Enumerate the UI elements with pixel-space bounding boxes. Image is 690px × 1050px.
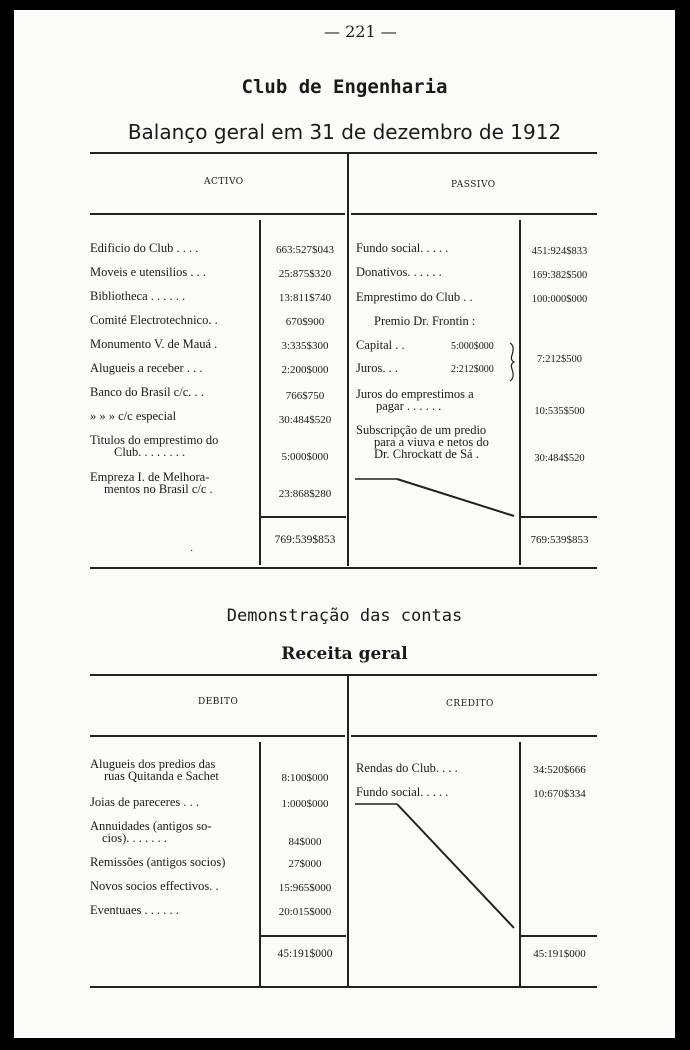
debito-value: 84$000 xyxy=(288,836,322,848)
passivo-label: Subscripção de um predio xyxy=(356,423,487,437)
debito-label-cont: cios). . . . . . . xyxy=(102,831,167,845)
activo-value: 25:875$320 xyxy=(278,268,332,280)
page-number: — 221 — xyxy=(324,22,397,41)
debito-value: 27$000 xyxy=(288,858,322,870)
passivo-value: 451:924$833 xyxy=(531,246,588,257)
activo-value: 2:200$000 xyxy=(281,364,329,376)
debito-value: 15:965$000 xyxy=(278,882,332,894)
activo-value: 30:484$520 xyxy=(278,414,332,426)
passivo-value: 10:535$500 xyxy=(534,406,585,417)
passivo-header: PASSIVO xyxy=(451,180,496,190)
passivo-value: 30:484$520 xyxy=(534,453,585,464)
section-title: Demonstração das contas xyxy=(226,606,463,626)
debito-label: Alugueis dos predios das xyxy=(90,757,216,771)
activo-value: 766$750 xyxy=(285,390,325,402)
debito-label: Novos socios effectivos. . xyxy=(90,879,219,893)
passivo-label: Donativos. . . . . . xyxy=(356,265,442,279)
document-title: Club de Engenharia xyxy=(241,76,448,98)
credito-total: 45:191$000 xyxy=(533,948,586,960)
credito-header: CREDITO xyxy=(446,699,494,709)
credito-value: 10:670$334 xyxy=(533,788,586,800)
passivo-subvalue: 5:000$000 xyxy=(451,341,494,352)
passivo-label: Premio Dr. Frontin : xyxy=(374,314,476,328)
passivo-label-cont: Dr. Chrockatt de Sá . xyxy=(374,447,479,461)
passivo-subvalue: 2:212$000 xyxy=(451,364,494,375)
section-subtitle: Receita geral xyxy=(281,644,408,664)
activo-value: 5:000$000 xyxy=(281,451,329,463)
activo-value: 663:527$043 xyxy=(275,244,335,256)
activo-value: 670$900 xyxy=(285,316,325,328)
passivo-label: Emprestimo do Club . . xyxy=(356,290,473,304)
activo-label-cont: Club. . . . . . . . xyxy=(114,445,186,459)
stray-dot: . xyxy=(190,543,194,554)
activo-header: ACTIVO xyxy=(204,177,244,187)
debito-label: Remissões (antigos socios) xyxy=(90,855,226,869)
balance-subtitle: Balanço geral em 31 de dezembro de 1912 xyxy=(127,120,562,144)
document-page xyxy=(14,10,675,1038)
activo-label: Alugueis a receber . . . xyxy=(90,361,203,375)
debito-header: DEBITO xyxy=(198,697,239,707)
filler-line xyxy=(397,479,514,516)
passivo-label-cont: pagar . . . . . . xyxy=(376,399,442,413)
activo-label: » » » c/c especial xyxy=(90,409,177,423)
brace-stroke xyxy=(510,343,514,381)
debito-label: Eventuaes . . . . . . xyxy=(90,903,179,917)
passivo-label: Juros do emprestimos a xyxy=(356,387,474,401)
activo-label: Titulos do emprestimo do xyxy=(90,433,219,447)
passivo-value: 100:000$000 xyxy=(531,294,588,305)
debito-total: 45:191$000 xyxy=(277,948,333,960)
debito-label-cont: ruas Quitanda e Sachet xyxy=(104,769,219,783)
passivo-label: Capital . . xyxy=(356,338,405,352)
debito-value: 1:000$000 xyxy=(281,798,329,810)
activo-label: Comité Electrotechnico. . xyxy=(90,313,218,327)
activo-label: Banco do Brasil c/c. . . xyxy=(90,385,204,399)
activo-label: Monumento V. de Mauá . xyxy=(90,337,218,351)
credito-label: Fundo social. . . . . xyxy=(356,785,449,799)
debito-label: Joias de pareceres . . . xyxy=(90,795,199,809)
passivo-total: 769:539$853 xyxy=(530,534,589,546)
credito-value: 34:520$666 xyxy=(533,764,586,776)
debito-label: Annuidades (antigos so- xyxy=(90,819,212,833)
debito-value: 20:015$000 xyxy=(278,906,332,918)
activo-label: Bibliotheca . . . . . . xyxy=(90,289,186,303)
passivo-label: Fundo social. . . . . xyxy=(356,241,449,255)
credito-label: Rendas do Club. . . . xyxy=(356,761,458,775)
activo-value: 23:868$280 xyxy=(278,488,332,500)
activo-label: Edificio do Club . . . . xyxy=(90,241,199,255)
filler-line xyxy=(397,804,514,928)
passivo-label-cont: para a viuva e netos do xyxy=(374,435,489,449)
activo-value: 3:335$300 xyxy=(281,340,329,352)
activo-label: Empreza I. de Melhora- xyxy=(90,470,210,484)
activo-label-cont: mentos no Brasil c/c . xyxy=(104,482,213,496)
activo-label: Moveis e utensilios . . . xyxy=(90,265,206,279)
activo-total: 769:539$853 xyxy=(274,534,336,546)
debito-value: 8:100$000 xyxy=(281,772,329,784)
filler-strokes xyxy=(14,10,675,1038)
passivo-label: Juros. . . xyxy=(356,361,399,375)
activo-value: 13:811$740 xyxy=(278,292,332,304)
passivo-value: 169:382$500 xyxy=(531,270,588,281)
passivo-value: 7:212$500 xyxy=(537,354,582,365)
